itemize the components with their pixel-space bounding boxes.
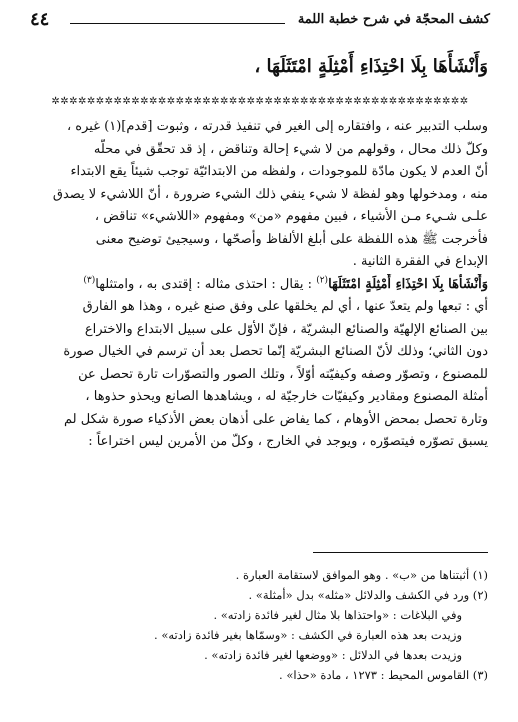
section-heading: وَأَنْشَأَهَا بِلَا احْتِذَاءِ أَمْثِلَةٍ امْتَثَلَهَا ، xyxy=(254,56,488,77)
body-line: وتارة تحصل بمحض الأوهام ، كما يفاض على أذهان بعض الأذكياء صورة شكل لم xyxy=(64,411,488,427)
body-line: منه ، ومدخولها وهو لفظة لا شيء ينفي ذلك الشيء ضرورة ، أنّ اللاشيء لا يصدق xyxy=(52,186,488,202)
footnote-item xyxy=(30,585,488,605)
body-line: أمثلة المصنوع ومقادير وكيفيّات خارجيّة له ، ويشاهدها الصانع ويحذو حذوها ، xyxy=(85,389,488,404)
page-number: ٤٤ xyxy=(30,9,50,30)
footnote-item xyxy=(30,565,488,585)
body-line: الإبداع في الفقرة الثانية . xyxy=(352,254,488,269)
footnote-item xyxy=(30,625,488,645)
footnote-text: ورد في الكشف والدلائل «مثله» بدل «أمثلة» . xyxy=(248,588,470,602)
body-line: علـى شـيء مـن الأشياء ، فبين مفهوم «من» ومفهوم «اللاشيء» تناقض ، xyxy=(94,209,488,224)
body-line: فأخرجت ﷺ هذه اللفظة على أبلغ الألفاظ وأصحّها ، وسيجيئ توضيح معنى xyxy=(95,231,488,247)
body-line: دون الثاني؛ وذلك لأنّ الصنائع البشريّة إنّما تحصل بعد أن ترسم في الخيال صورة xyxy=(63,344,488,359)
running-header xyxy=(30,10,490,34)
footnote-marker: (٢) xyxy=(316,275,329,286)
lead-rest: : يقال : احتذى مثاله : إقتدى به ، وامتثلها xyxy=(95,276,313,292)
footnote-text: وزيدت بعدها في الدلائل : «ووضعها لغير فائدة زادته» . xyxy=(204,648,462,662)
star-divider: ✲✲✲✲✲✲✲✲✲✲✲✲✲✲✲✲✲✲✲✲✲✲✲✲✲✲✲✲✲✲✲✲✲✲✲✲✲✲✲✲✲✲✲✲✲✲✲ xyxy=(51,96,469,107)
footnote-text: وفي البلاغات : «واحتذاها بلا مثال لغير فائدة زادته» . xyxy=(213,608,462,622)
footnote-text: وزيدت بعد هذه العبارة في الكشف : «وسمّاها بغير فائدة زادته» . xyxy=(154,628,462,642)
body-line: بين الصنائع الإلهيّة والصنائع البشريّة ، فإنّ الأوّل على سبيل الابتداع والاختراع xyxy=(84,321,488,337)
header-rule xyxy=(70,23,285,24)
body-line: أنّ العدم لا يكون مادّة للموجودات ، ولفظه من الابتدائيّة توجب شيئاً يقع الابتداء xyxy=(70,164,488,179)
lead-phrase: وَأَنْشَأَهَا بِلَا احْتِذَاءِ أَمْثِلَةٍ امْتَثَلَهَا xyxy=(328,276,488,292)
paragraph-lead xyxy=(30,274,488,297)
footnotes xyxy=(30,565,488,685)
footnote-rule xyxy=(313,552,488,553)
body-line: وكلّ ذلك محال ، وقولهم من لا شيء إحالة وتناقض ، إذ قد تحقّق في محلّه xyxy=(93,141,488,157)
body-line: أي : تبعها ولم يتعدّ عنها ، أي لم يخلقها على وفق صنع غيره ، وهذا هو الفارق xyxy=(82,299,488,314)
header-title: كشف المحجّة في شرح خطبة اللمة xyxy=(297,12,490,27)
footnote-text: أثبتناها من «ب» . وهو الموافق لاستقامة العبارة . xyxy=(235,568,470,582)
footnote-item xyxy=(30,605,488,625)
body-line: يسبق تصوّره فيتصوّره ، ويوجد في الخارج ، وكلّ من الأمرين ليس اختراعاً : xyxy=(88,434,488,449)
body-line: للمصنوع ، وتصوّر وصفه وكيفيّته أوّلاً ، وتلك الصور والتصوّرات تارة تحصل عن xyxy=(78,366,488,382)
body-text xyxy=(30,116,488,454)
footnote-item xyxy=(30,645,488,665)
body-line: وسلب التدبير عنه ، وافتقاره إلى الغير في تنفيذ قدرته ، وثبوت [قدم](١) غيره ، xyxy=(66,119,488,134)
footnote-number: (٢) xyxy=(469,588,488,602)
footnote-marker: (٣) xyxy=(83,275,96,286)
footnote-item xyxy=(30,665,488,685)
footnote-number: (٣) xyxy=(469,668,488,682)
footnote-text: القاموس المحيط : ١٢٧٣ ، مادة «حذا» . xyxy=(279,668,470,682)
footnote-number: (١) xyxy=(469,568,488,582)
